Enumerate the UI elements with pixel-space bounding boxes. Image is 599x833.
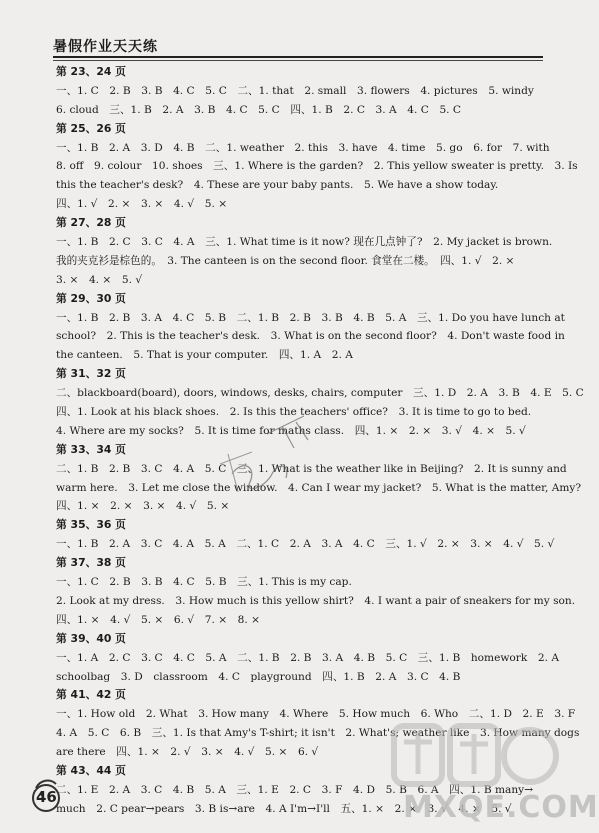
section-heading: 第 41、42 页 <box>56 688 126 702</box>
answer-line: the canteen. 5. That is your computer. 四、1. A 2. A <box>56 349 353 362</box>
answer-line: 一、1. B 2. B 3. A 4. C 5. B 二、1. B 2. B 3. B 4. B 5. A 三、1. Do you have lunch at <box>56 311 565 324</box>
answer-line: 四、1. × 4. √ 5. × 6. √ 7. × 8. × <box>56 613 261 626</box>
section-heading: 第 27、28 页 <box>56 216 126 230</box>
answer-line: 一、1. C 2. B 3. B 4. C 5. B 三、1. This is my cap. <box>56 576 352 589</box>
answer-line: 二、1. E 2. A 3. C 4. B 5. A 三、1. E 2. C 3. F 4. D 5. B 6. A 四、1. B many→ <box>56 783 534 796</box>
header-rule <box>53 56 543 58</box>
answer-line: 4. A 5. C 6. B 三、1. Is that Amy's T-shirt; it isn't 2. What's; weather like 3. How many dogs <box>56 727 580 740</box>
section-heading: 第 35、36 页 <box>56 518 126 532</box>
watermark-text: MXQE.COM <box>403 790 599 825</box>
section-heading: 第 33、34 页 <box>56 442 126 456</box>
answer-line: 我的夹克衫是棕色的。 3. The canteen is on the second floor. 食堂在二楼。 四、1. √ 2. × <box>56 254 515 267</box>
answer-line: 8. off 9. colour 10. shoes 三、1. Where is the garden? 2. This yellow sweater is pretty. 3. Is <box>56 160 578 173</box>
answer-line: 四、1. √ 2. × 3. × 4. √ 5. × <box>56 198 228 211</box>
answer-line: warm here. 3. Let me close the window. 4. Can I wear my jacket? 5. What is the matter, Amy? <box>56 481 582 494</box>
answer-line: 4. Where are my socks? 5. It is time for maths class. 四、1. × 2. × 3. √ 4. × 5. √ <box>56 424 526 437</box>
answer-line: 二、1. B 2. B 3. C 4. A 5. C 三、1. What is the weather like in Beijing? 2. It is sunny and <box>56 462 567 475</box>
answer-line: 四、1. × 2. × 3. × 4. √ 5. × <box>56 500 230 513</box>
answer-line: 2. Look at my dress. 3. How much is this yellow shirt? 4. I want a pair of sneakers for my son. <box>56 594 576 607</box>
answer-line: 6. cloud 三、1. B 2. A 3. B 4. C 5. C 四、1. B 2. C 3. A 4. C 5. C <box>56 103 462 116</box>
page-header-title: 暑假作业天天练 <box>53 39 158 55</box>
section-heading: 第 29、30 页 <box>56 291 126 305</box>
answer-line: 二、blackboard(board), doors, windows, desks, chairs, computer 三、1. D 2. A 3. B 4. E 5. C <box>56 387 584 400</box>
section-heading: 第 23、24 页 <box>56 65 126 78</box>
answer-line: 一、1. A 2. C 3. C 4. C 5. A 二、1. B 2. B 3. A 4. B 5. C 三、1. B homework 2. A <box>56 651 559 664</box>
section-heading: 第 39、40 页 <box>56 631 126 645</box>
pencil-scribble-icon <box>212 404 322 504</box>
answer-line: 3. × 4. × 5. √ <box>56 273 143 286</box>
section-heading: 第 37、38 页 <box>56 556 126 570</box>
answer-line: 四、1. Look at his black shoes. 2. Is this the teachers' office? 3. It is time to go to bed. <box>56 406 532 419</box>
answer-line: 一、1. C 2. B 3. B 4. C 5. C 二、1. that 2. small 3. flowers 4. pictures 5. windy <box>56 84 534 97</box>
answer-line: schoolbag 3. D classroom 4. C playground 四、1. B 2. A 3. C 4. B <box>56 670 461 683</box>
answer-line: 一、1. B 2. A 3. C 4. A 5. A 二、1. C 2. A 3. A 4. C 三、1. √ 2. × 3. × 4. √ 5. √ <box>56 538 555 551</box>
answer-line: 一、1. B 2. C 3. C 4. A 三、1. What time is it now? 现在几点钟了? 2. My jacket is brown. <box>56 236 553 249</box>
answer-line: this the teacher's desk? 4. These are your baby pants. 5. We have a show today. <box>56 179 499 192</box>
section-heading: 第 25、26 页 <box>56 121 126 135</box>
section-heading: 第 43、44 页 <box>56 763 126 777</box>
answer-line: 一、1. B 2. A 3. D 4. B 二、1. weather 2. this 3. have 4. time 5. go 6. for 7. with <box>56 141 550 154</box>
section-heading: 第 31、32 页 <box>56 367 126 381</box>
answer-line: school? 2. This is the teacher's desk. 3. What is on the second floor? 4. Don't waste food in <box>56 330 565 343</box>
header-rule-thin <box>53 60 543 61</box>
page-number: 46 <box>36 788 57 806</box>
answer-line: much 2. C pear→pears 3. B is→are 4. A I'm→I'll 五、1. × 2. × 3. √ 4. × 5. √ <box>56 802 512 815</box>
answer-line: are there 四、1. × 2. √ 3. × 4. √ 5. × 6. √ <box>56 746 319 759</box>
answer-line: 一、1. How old 2. What 3. How many 4. Where 5. How much 6. Who 二、1. D 2. E 3. F <box>56 708 576 721</box>
